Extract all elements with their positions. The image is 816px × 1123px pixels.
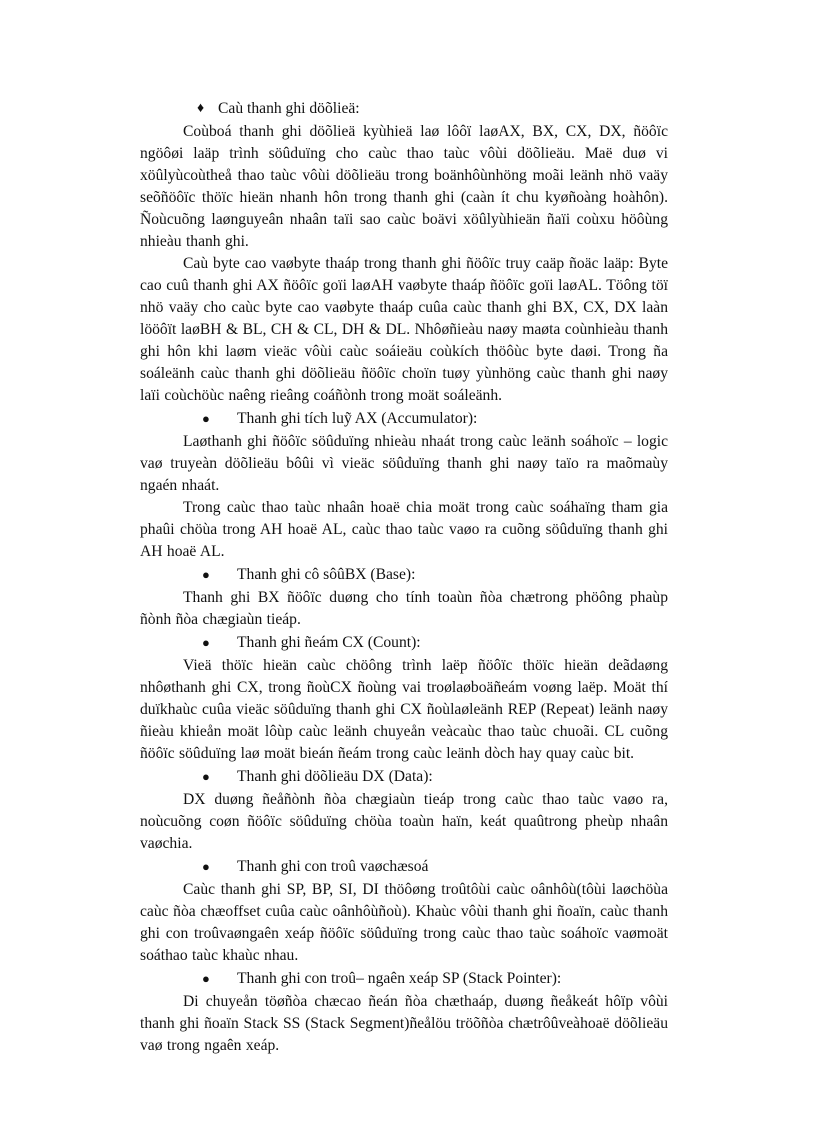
round-bullet-icon: ● xyxy=(202,971,210,986)
section-heading-cx xyxy=(140,632,668,654)
paragraph: DX duøng ñeåñònh ñòa chægiaùn tieáp trong caùc thao taùc vaøo ra, noùcuõng coøn ñöôïc söûduïng chöùa toaùn haïn, keát quaûtrong pheùp nhaân vaøchia. xyxy=(140,791,668,852)
paragraph: Laøthanh ghi ñöôïc söûduïng nhieàu nhaát trong caùc leänh soáhoïc – logic vaø truyeàn döõlieäu bôûi vì vieäc söûduïng thanh ghi naøy taïo ra maõmaùy ngaén nhaát. xyxy=(140,433,668,494)
section-heading-sp xyxy=(140,968,668,990)
round-bullet-icon: ● xyxy=(202,635,210,650)
paragraph: Di chuyeån töøñòa chæcao ñeán ñòa chæthaáp, duøng ñeåkeát hôïp vôùi thanh ghi ñoaïn Stack SS (Stack Segment)ñeålöu tröõñòa chætrôûveàhoaë döõlieäu vaø trong ngaên xeáp. xyxy=(140,993,668,1054)
heading-text: Thanh ghi con troû– ngaên xeáp SP (Stack Pointer): xyxy=(237,970,562,987)
round-bullet-icon: ● xyxy=(202,769,210,784)
heading-text: Thanh ghi tích luỹ AX (Accumulator): xyxy=(237,410,478,427)
paragraph: Vieä thöïc hieän caùc chöông trình laëp ñöôïc thöïc hieän deãdaøng nhôøthanh ghi CX, trong ñoùCX ñoùng vai troølaøboäñeám voøng laëp. Moät thí duïkhaùc cuûa vieäc söûduïng thanh ghi CX ñoùlaøleänh REP (Repeat) leänh naøy ñieàu khieån moät lôùp caùc leänh chuyeån veàcaùc thao taùc chuoãi. CL cuõng ñöôïc söûduïng laø moät bieán ñeám trong caùc leänh dòch hay quay caùc bit. xyxy=(140,657,668,762)
diamond-bullet-icon: ♦ xyxy=(197,101,205,116)
heading-text: Thanh ghi con troû vaøchæsoá xyxy=(237,858,429,875)
round-bullet-icon: ● xyxy=(202,567,210,582)
section-heading-bx xyxy=(140,564,668,586)
page-body xyxy=(140,98,668,1057)
round-bullet-icon: ● xyxy=(202,859,210,874)
paragraph: Trong caùc thao taùc nhaân hoaë chia moät trong caùc soáhaïng tham gia phaûi chöùa trong AH hoaë AL, caùc thao taùc vaøo ra cuõng söûduïng thanh ghi AH hoaë AL. xyxy=(140,499,668,560)
section-heading-data-registers xyxy=(140,98,668,120)
heading-text: Thanh ghi döõlieäu DX (Data): xyxy=(237,768,433,785)
heading-text: Thanh ghi cô sôûBX (Base): xyxy=(237,566,416,583)
paragraph: Coùboá thanh ghi döõlieä kyùhieä laø lôôï laøAX, BX, CX, DX, ñöôïc ngöôøi laäp trình söûduïng cho caùc thao taùc vôùi döõlieäu. Maë duø vi xöûlyùcoùtheå thao taùc vôùi döõlieäu trong boänhôùnhöng moãi leänh nhö vaäy seõñöôïc thöïc hieän nhanh hôn trong thanh ghi (caàn ít chu kyøñoàng hoàhôn). Ñoùcuõng laønguyeân nhaân taïi sao caùc boävi xöûlyùhieän ñaïi coùxu höôùng nhieàu thanh ghi. xyxy=(140,123,668,250)
heading-text: Thanh ghi ñeám CX (Count): xyxy=(237,634,421,651)
section-heading-pointer-index xyxy=(140,856,668,878)
paragraph: Thanh ghi BX ñöôïc duøng cho tính toaùn ñòa chætrong phöông phaùp ñònh ñòa chægiaùn tieáp. xyxy=(140,589,668,628)
section-heading-dx xyxy=(140,766,668,788)
section-heading-ax xyxy=(140,408,668,430)
round-bullet-icon: ● xyxy=(202,411,210,426)
paragraph: Caùc thanh ghi SP, BP, SI, DI thöôøng troûtôùi caùc oânhôù(tôùi laøchöùa caùc ñòa chæoffset cuûa caùc oânhôùñoù). Khaùc vôùi thanh ghi ñoaïn, caùc thanh ghi con troûvaøngaên xeáp ñöôïc söûduïng trong caùc thao taùc soáhoïc vaømoät soáthao taùc khaùc nhau. xyxy=(140,881,668,964)
paragraph: Caù byte cao vaøbyte thaáp trong thanh ghi ñöôïc truy caäp ñoäc laäp: Byte cao cuû thanh ghi AX ñöôïc goïi laøAH vaøbyte thaáp ñöôïc goïi laøAL. Töông töï nhö vaäy cho caùc byte cao vaøbyte thaáp cuûa caùc thanh ghi BX, CX, DX laàn lööôït laøBH & BL, CH & CL, DH & DL. Nhôøñieàu naøy maøta coùnhieàu thanh ghi hôn khi laøm vieäc vôùi caùc soáieäu coùkích thöôùc byte daøi. Trong ña soáleänh caùc thanh ghi döõlieäu ñöôïc choïn tuøy yùnhöng caùc thanh ghi naøy laïi coùchöùc naêng rieâng coáñònh trong moät soáleänh. xyxy=(140,255,668,404)
heading-text: Caù thanh ghi döõlieä: xyxy=(218,100,360,117)
